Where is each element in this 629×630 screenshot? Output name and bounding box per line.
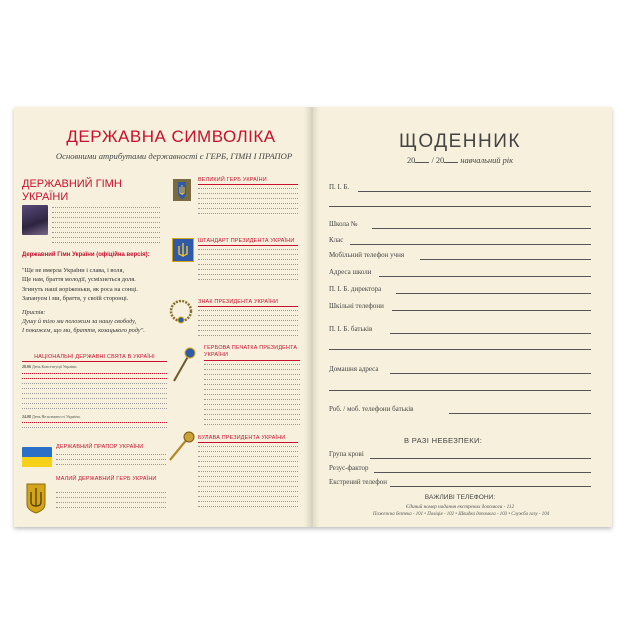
- field-line-parents-cont[interactable]: [329, 349, 591, 350]
- field-label-name: П. І. Б.: [329, 183, 350, 191]
- field-line-school-phones[interactable]: [392, 310, 591, 311]
- field-label-home-address: Домашня адреса: [329, 365, 379, 373]
- anthem-verse-line: "Ще не вмерла України і слава, і воля,: [22, 267, 125, 274]
- year-suffix: навчальний рік: [460, 156, 514, 165]
- anthem-history-text: [52, 204, 160, 248]
- holiday-date-2: 24.08: [22, 414, 31, 419]
- anthem-official-title: Державний Гімн України (офіційна версія):: [22, 252, 150, 258]
- anthem-verse-line: Згинуть наші воріженьки, як роса на сонці.: [22, 285, 138, 293]
- presidential-seal-icon: [170, 345, 196, 385]
- field-line-parents-phones[interactable]: [449, 413, 591, 414]
- field-label-school-phones: Шкільні телефони: [329, 302, 384, 310]
- presidential-mace-icon: [166, 430, 196, 464]
- field-line-school-address[interactable]: [379, 276, 591, 277]
- service-numbers-line: Пожежна безпека - 101 • Поліція - 102 • Швидка допомога - 103 • Служба газу - 104: [372, 512, 550, 517]
- field-label-school: Школа №: [329, 220, 358, 228]
- anthem-heading: ДЕРЖАВНИЙ ГІМН УКРАЇНИ: [22, 178, 122, 203]
- anthem-verses: [22, 266, 167, 336]
- anthem-verse-line: Запануєм і ми, браття, у своїй сторонці.: [22, 295, 129, 303]
- ukrainian-flag-image: [22, 447, 52, 467]
- flag-heading: ДЕРЖАВНИЙ ПРАПОР УКРАЇНИ: [56, 444, 144, 450]
- small-coat-of-arms-icon: [24, 482, 48, 514]
- page-fold: [304, 107, 320, 527]
- symbol-title-3: ЗНАК ПРЕЗИДЕНТА УКРАЇНИ: [198, 299, 279, 305]
- field-label-blood-type: Група крові: [329, 450, 364, 458]
- year-blank-1[interactable]: [415, 162, 429, 163]
- danger-heading: В РАЗІ НЕБЕЗПЕКИ:: [404, 436, 483, 445]
- diary-title: ЩОДЕННИК: [399, 131, 521, 152]
- chorus-label: Приспів:: [22, 308, 46, 316]
- symbol-title-1: ВЕЛИКИЙ ГЕРБ УКРАЇНИ: [198, 177, 267, 183]
- field-line-class[interactable]: [350, 244, 591, 245]
- field-line-name[interactable]: [358, 191, 591, 192]
- emergency-number-line: Єдиний номер надання екстрених допомоги - 112: [405, 504, 515, 510]
- field-line-school[interactable]: [372, 228, 591, 229]
- field-line-emergency-phone[interactable]: [390, 486, 591, 487]
- field-label-parents-phones: Роб. / моб. телефони батьків: [329, 405, 414, 413]
- presidential-sign-icon: [168, 298, 194, 324]
- presidential-standard-icon: [172, 238, 194, 262]
- great-coat-of-arms-icon: [172, 178, 192, 202]
- field-line-rh-factor[interactable]: [374, 472, 591, 473]
- symbol-title-2: ШТАНДАРТ ПРЕЗИДЕНТА УКРАЇНИ: [198, 238, 295, 244]
- field-line-home-address-cont[interactable]: [329, 390, 591, 391]
- symbol-title-4: ГЕРБОВА ПЕЧАТКА ПРЕЗИДЕНТА УКРАЇНИ: [204, 345, 298, 358]
- anthem-verse-line: Ще нам, браття молодії, усміхнеться доля.: [22, 276, 136, 284]
- field-line-blood-type[interactable]: [370, 458, 591, 459]
- holidays-body-text: [22, 371, 167, 411]
- important-phones-heading: ВАЖЛИВІ ТЕЛЕФОНИ:: [424, 494, 496, 501]
- year-blank-2[interactable]: [444, 162, 458, 163]
- holiday-text-2: День Незалежності України.: [32, 414, 81, 419]
- state-symbols-subtitle: Основними атрибутами державності є ГЕРБ, ГІМН І ПРАПОР: [55, 151, 293, 161]
- field-label-parents: П. І. Б. батьків: [329, 325, 373, 333]
- year-mid: / 20: [431, 156, 445, 165]
- holiday-date-1: 28.06: [22, 364, 31, 369]
- small-arms-heading: МАЛИЙ ДЕРЖАВНИЙ ГЕРБ УКРАЇНИ: [56, 476, 157, 482]
- anthem-chorus-line: Душу й тіло ми положим за нашу свободу,: [22, 318, 137, 326]
- field-line-home-address[interactable]: [390, 373, 591, 374]
- year-prefix: 20: [406, 156, 416, 165]
- anthem-chorus-line: І покажем, що ми, браття, козацького роду".: [22, 327, 145, 335]
- field-line-student-phone[interactable]: [420, 259, 591, 260]
- field-label-school-address: Адреса школи: [329, 268, 372, 276]
- state-symbols-title: ДЕРЖАВНА СИМВОЛІКА: [66, 127, 276, 146]
- field-line-director[interactable]: [396, 293, 591, 294]
- field-label-rh-factor: Резус-фактор: [329, 464, 369, 472]
- holiday-text-1: День Конституції України.: [32, 364, 78, 369]
- symbol-title-5: БУЛАВА ПРЕЗИДЕНТА УКРАЇНИ: [198, 435, 286, 441]
- field-label-emergency-phone: Екстрений телефон: [329, 478, 387, 486]
- field-line-name-cont[interactable]: [329, 206, 591, 207]
- field-label-director: П. І. Б. директора: [329, 285, 382, 293]
- anthem-portrait-image: [22, 205, 48, 235]
- field-line-parents[interactable]: [390, 333, 591, 334]
- holidays-heading: НАЦІОНАЛЬНІ ДЕРЖАВНІ СВЯТА В УКРАЇНІ: [34, 354, 155, 360]
- field-label-class: Клас: [329, 236, 344, 244]
- field-label-student-phone: Мобільний телефон учня: [329, 251, 405, 259]
